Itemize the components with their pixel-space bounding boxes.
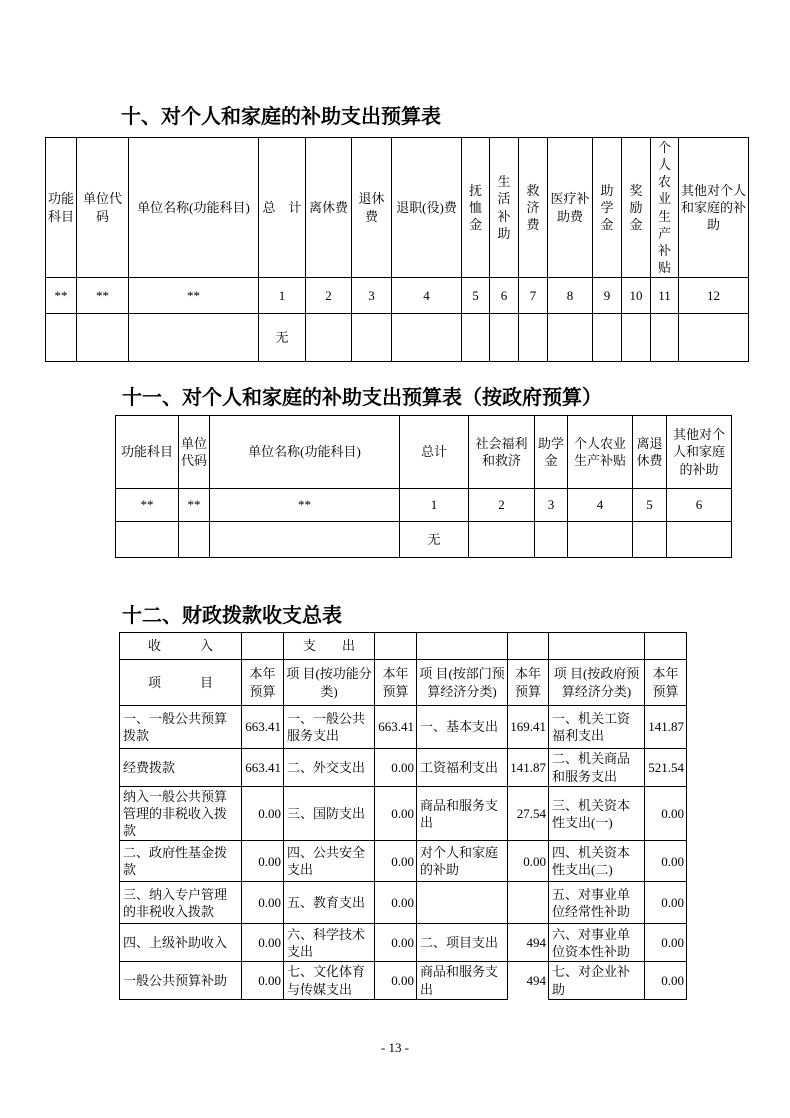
table12-row	[120, 706, 687, 749]
value-cell	[651, 314, 679, 362]
value-cell	[210, 522, 400, 558]
header-cell: 本年预算	[375, 660, 417, 706]
header-cell: 其他对个人和家庭的补助	[679, 138, 749, 278]
code-cell: 3	[535, 489, 568, 522]
header-cell: 医疗补助费	[548, 138, 593, 278]
amount-cell: 169.41	[508, 706, 549, 749]
value-cell	[667, 522, 732, 558]
amount-cell: 0.00	[242, 962, 284, 999]
item-label-cell: 四、上级补助收入	[120, 924, 242, 962]
header-cell: 助学金	[535, 416, 568, 489]
amount-cell: 0.00	[645, 841, 687, 882]
code-cell: **	[129, 278, 259, 314]
value-cell	[352, 314, 392, 362]
code-cell: 2	[306, 278, 352, 314]
item-label-cell: 一般公共预算补助	[120, 962, 242, 999]
table11-header-row	[116, 416, 732, 489]
item-label-cell: 二、外交支出	[284, 749, 375, 787]
header-cell: 生活补助	[490, 138, 519, 278]
page-number: - 13 -	[380, 1040, 410, 1055]
header-cell: 单位代码	[77, 138, 129, 278]
table12-row	[120, 882, 687, 924]
header-cell: 本年预算	[242, 660, 284, 706]
value-cell	[392, 314, 462, 362]
value-cell	[490, 314, 519, 362]
value-cell	[46, 314, 77, 362]
amount-cell: 494	[508, 962, 549, 999]
amount-cell: 494	[508, 924, 549, 962]
table11	[115, 415, 732, 558]
header-cell: 其他对个人和家庭的补助	[667, 416, 732, 489]
header-cell: 单位代码	[179, 416, 210, 489]
table12-group-header-row	[120, 633, 687, 660]
group-header-cell: 支 出	[284, 633, 375, 660]
header-cell: 单位名称(功能科目)	[129, 138, 259, 278]
code-cell: 5	[462, 278, 490, 314]
code-cell: **	[46, 278, 77, 314]
code-cell: 11	[651, 278, 679, 314]
code-cell: **	[77, 278, 129, 314]
table12	[119, 632, 687, 1000]
amount-cell: 0.00	[375, 882, 417, 924]
amount-cell: 0.00	[375, 787, 417, 841]
value-cell	[622, 314, 651, 362]
item-label-cell: 纳入一般公共预算管理的非税收入拨款	[120, 787, 242, 841]
item-label-cell: 六、对事业单位资本性补助	[549, 924, 645, 962]
table11-title: 十一、对个人和家庭的补助支出预算表（按政府预算）	[122, 387, 602, 409]
value-cell	[469, 522, 535, 558]
item-label-cell: 二、政府性基金拨款	[120, 841, 242, 882]
amount-cell: 141.87	[508, 749, 549, 787]
item-label-cell: 商品和服务支出	[417, 787, 508, 841]
code-cell: 4	[392, 278, 462, 314]
code-cell: 9	[593, 278, 622, 314]
value-cell	[519, 314, 548, 362]
header-cell: 个人农业生产补贴	[651, 138, 679, 278]
header-cell: 奖励金	[622, 138, 651, 278]
amount-cell: 0.00	[242, 882, 284, 924]
header-cell: 总计	[400, 416, 469, 489]
item-label-cell: 五、教育支出	[284, 882, 375, 924]
value-cell	[179, 522, 210, 558]
table11-value-row	[116, 522, 732, 558]
header-cell: 单位名称(功能科目)	[210, 416, 400, 489]
header-cell: 功能科目	[116, 416, 179, 489]
value-cell	[548, 314, 593, 362]
header-cell: 项 目(按部门预算经济分类)	[417, 660, 508, 706]
amount-cell: 663.41	[375, 706, 417, 749]
item-label-cell	[417, 882, 508, 924]
header-cell: 项 目(按政府预算经济分类)	[549, 660, 645, 706]
header-cell: 项 目	[120, 660, 242, 706]
code-cell: 6	[490, 278, 519, 314]
item-label-cell: 一、一般公共服务支出	[284, 706, 375, 749]
header-cell: 退休费	[352, 138, 392, 278]
group-header-cell	[549, 633, 645, 660]
code-cell: 1	[400, 489, 469, 522]
amount-cell: 0.00	[242, 924, 284, 962]
value-cell	[633, 522, 667, 558]
group-header-cell	[375, 633, 417, 660]
item-label-cell: 七、文化体育与传媒支出	[284, 962, 375, 999]
value-cell	[593, 314, 622, 362]
amount-cell: 0.00	[242, 841, 284, 882]
amount-cell: 663.41	[242, 706, 284, 749]
value-cell	[462, 314, 490, 362]
amount-cell: 0.00	[645, 962, 687, 999]
group-header-cell	[417, 633, 508, 660]
item-label-cell: 四、公共安全支出	[284, 841, 375, 882]
value-cell: 无	[259, 314, 306, 362]
code-cell: 5	[633, 489, 667, 522]
amount-cell: 0.00	[375, 749, 417, 787]
code-cell: 1	[259, 278, 306, 314]
value-cell	[77, 314, 129, 362]
table10	[45, 137, 749, 362]
amount-cell: 0.00	[645, 882, 687, 924]
header-cell: 退职(役)费	[392, 138, 462, 278]
item-label-cell: 工资福利支出	[417, 749, 508, 787]
item-label-cell: 六、科学技术支出	[284, 924, 375, 962]
amount-cell: 0.00	[242, 787, 284, 841]
value-cell	[568, 522, 633, 558]
header-cell: 离退休费	[633, 416, 667, 489]
code-cell: 10	[622, 278, 651, 314]
amount-cell: 141.87	[645, 706, 687, 749]
code-cell: 7	[519, 278, 548, 314]
item-label-cell: 一、机关工资福利支出	[549, 706, 645, 749]
amount-cell: 0.00	[645, 924, 687, 962]
item-label-cell: 三、纳入专户管理的非税收入拨款	[120, 882, 242, 924]
value-cell	[129, 314, 259, 362]
item-label-cell: 三、国防支出	[284, 787, 375, 841]
header-cell: 项 目(按功能分类)	[284, 660, 375, 706]
table12-row	[120, 924, 687, 962]
amount-cell: 521.54	[645, 749, 687, 787]
header-cell: 抚恤金	[462, 138, 490, 278]
value-cell	[306, 314, 352, 362]
amount-cell: 0.00	[508, 841, 549, 882]
header-cell: 救济费	[519, 138, 548, 278]
item-label-cell: 四、机关资本性支出(二)	[549, 841, 645, 882]
amount-cell: 663.41	[242, 749, 284, 787]
item-label-cell: 二、机关商品和服务支出	[549, 749, 645, 787]
item-label-cell: 七、对企业补助	[549, 962, 645, 999]
code-cell: 12	[679, 278, 749, 314]
value-cell	[679, 314, 749, 362]
group-header-cell: 收 入	[120, 633, 242, 660]
header-cell: 本年预算	[645, 660, 687, 706]
table12-row	[120, 962, 687, 999]
group-header-cell	[242, 633, 284, 660]
item-label-cell: 五、对事业单位经常性补助	[549, 882, 645, 924]
header-cell: 总 计	[259, 138, 306, 278]
header-cell: 个人农业生产补贴	[568, 416, 633, 489]
header-cell: 离休费	[306, 138, 352, 278]
value-cell: 无	[400, 522, 469, 558]
table10-code-row	[46, 278, 749, 314]
amount-cell: 0.00	[375, 841, 417, 882]
item-label-cell: 商品和服务支出	[417, 962, 508, 999]
item-label-cell: 二、项目支出	[417, 924, 508, 962]
code-cell: 2	[469, 489, 535, 522]
item-label-cell: 对个人和家庭的补助	[417, 841, 508, 882]
header-cell: 社会福利和救济	[469, 416, 535, 489]
code-cell: 8	[548, 278, 593, 314]
header-cell: 助学金	[593, 138, 622, 278]
header-cell: 功能科目	[46, 138, 77, 278]
code-cell: 6	[667, 489, 732, 522]
group-header-cell	[645, 633, 687, 660]
amount-cell: 0.00	[375, 924, 417, 962]
amount-cell: 27.54	[508, 787, 549, 841]
item-label-cell: 经费拨款	[120, 749, 242, 787]
amount-cell: 0.00	[375, 962, 417, 999]
table10-title: 十、对个人和家庭的补助支出预算表	[121, 106, 441, 128]
table11-code-row	[116, 489, 732, 522]
table12-column-header-row	[120, 660, 687, 706]
code-cell: 3	[352, 278, 392, 314]
table12-row	[120, 749, 687, 787]
table10-value-row	[46, 314, 749, 362]
code-cell: **	[210, 489, 400, 522]
table10-header-row	[46, 138, 749, 278]
code-cell: **	[179, 489, 210, 522]
code-cell: **	[116, 489, 179, 522]
item-label-cell: 三、机关资本性支出(一)	[549, 787, 645, 841]
item-label-cell: 一、基本支出	[417, 706, 508, 749]
group-header-cell	[508, 633, 549, 660]
item-label-cell: 一、一般公共预算拨款	[120, 706, 242, 749]
code-cell: 4	[568, 489, 633, 522]
amount-cell	[508, 882, 549, 924]
value-cell	[116, 522, 179, 558]
amount-cell: 0.00	[645, 787, 687, 841]
header-cell: 本年预算	[508, 660, 549, 706]
value-cell	[535, 522, 568, 558]
table12-row	[120, 787, 687, 841]
table12-title: 十二、财政拨款收支总表	[122, 605, 342, 627]
table12-row	[120, 841, 687, 882]
